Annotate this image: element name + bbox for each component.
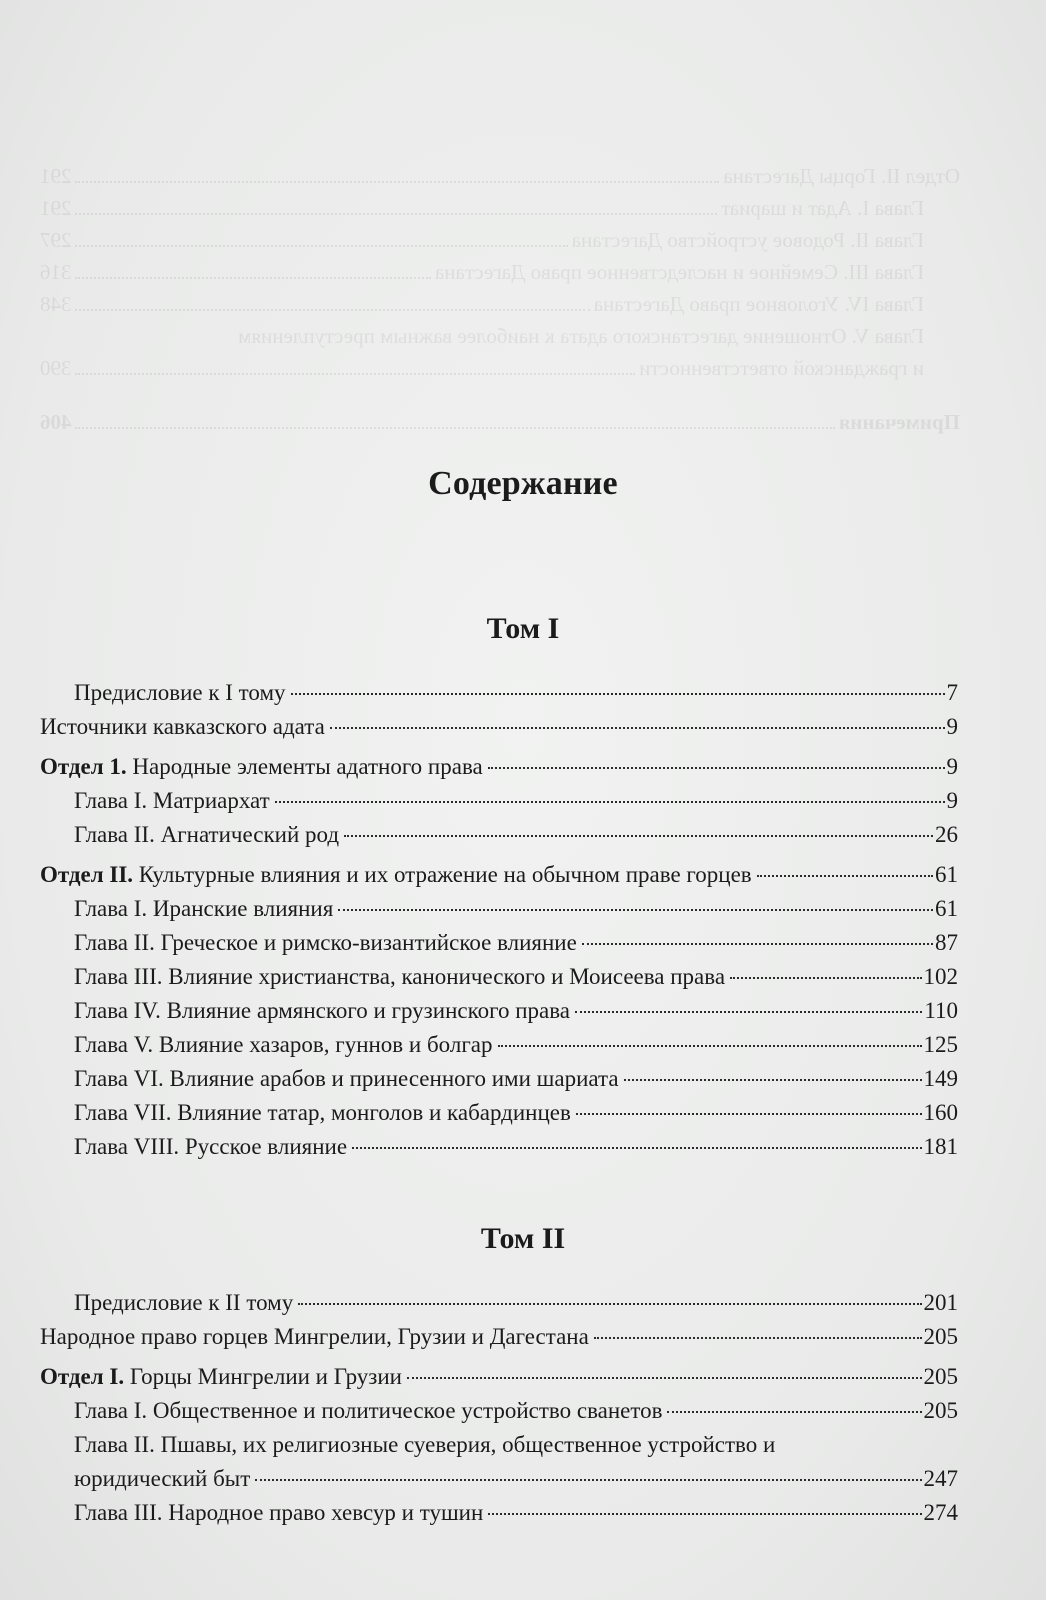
dot-leader bbox=[498, 1045, 922, 1047]
bleed-through-line bbox=[40, 224, 960, 256]
bleed-through-line-text: Глава I. Адат и шариат bbox=[721, 196, 924, 220]
dot-leader bbox=[594, 1337, 922, 1339]
toc-entry-label bbox=[74, 1096, 571, 1130]
toc-entry bbox=[40, 994, 958, 1028]
toc-entry-text: Глава VI. Влияние арабов и принесенного ими шариата bbox=[74, 1066, 619, 1091]
toc-entry-label bbox=[40, 1320, 589, 1354]
toc-entry-label bbox=[40, 750, 483, 784]
toc-entry bbox=[40, 750, 958, 784]
toc-entry-text: Глава I. Иранские влияния bbox=[74, 896, 334, 921]
bleed-through-line-text: и гражданской ответственности bbox=[639, 356, 924, 380]
toc-entry-text: Глава IV. Влияние армянского и грузинского права bbox=[74, 998, 570, 1023]
toc-page-number: 26 bbox=[935, 822, 958, 847]
toc-entry-label bbox=[74, 1394, 662, 1428]
toc-page-number: 87 bbox=[935, 930, 958, 955]
dot-leader bbox=[407, 1377, 922, 1379]
dot-leader bbox=[352, 1147, 921, 1149]
bleed-through-page: 406 bbox=[40, 410, 72, 434]
bleed-through-line bbox=[40, 320, 960, 352]
toc-section-prefix: Отдел II. bbox=[40, 862, 134, 887]
dot-leader bbox=[291, 693, 945, 695]
bleed-through-leader bbox=[76, 309, 590, 311]
toc-entry bbox=[40, 926, 958, 960]
dot-leader bbox=[255, 1479, 921, 1481]
toc-entry bbox=[40, 818, 958, 852]
bleed-through-line-text: Глава IV. Уголовное право Дагестана bbox=[593, 292, 924, 316]
dot-leader bbox=[624, 1079, 922, 1081]
toc-page-number: 9 bbox=[946, 788, 958, 813]
bleed-through-page: 316 bbox=[40, 260, 72, 284]
toc-entry-text: Предисловие к II тому bbox=[74, 1290, 294, 1315]
toc-page-number: 110 bbox=[924, 998, 958, 1023]
toc-entry-label bbox=[40, 1360, 402, 1394]
bleed-through-page: 348 bbox=[40, 292, 72, 316]
toc-entry bbox=[40, 960, 958, 994]
bleed-through-line-text: Глава III. Семейное и наследственное право Дагестана bbox=[434, 260, 924, 284]
toc-entry-label bbox=[74, 1028, 493, 1062]
toc-page-number: 9 bbox=[946, 754, 958, 779]
toc-page-number: 181 bbox=[923, 1134, 958, 1159]
bleed-through-line-text: Отдел II. Горцы Дагестана bbox=[723, 164, 960, 188]
bleed-through-notes-text: Примечания bbox=[838, 410, 960, 434]
toc-entry-text: Глава II. Агнатический род bbox=[74, 822, 340, 847]
toc-entry bbox=[40, 1286, 958, 1320]
bleed-through-line bbox=[40, 192, 960, 224]
toc-page-number: 149 bbox=[923, 1066, 958, 1091]
toc-entry-label bbox=[74, 1286, 293, 1320]
toc-entry bbox=[40, 784, 958, 818]
toc-page-number: 160 bbox=[923, 1100, 958, 1125]
toc-page-number: 247 bbox=[923, 1466, 958, 1491]
bleed-through-leader bbox=[76, 213, 718, 215]
toc-entry-text: Глава II. Пшавы, их религиозные суеверия, общественное устройство и bbox=[74, 1432, 776, 1457]
toc-entry bbox=[40, 1062, 958, 1096]
bleed-through-leader bbox=[76, 277, 431, 279]
toc-page-number: 61 bbox=[935, 862, 958, 887]
bleed-through-leader bbox=[76, 427, 835, 429]
toc-page-number: 205 bbox=[923, 1398, 958, 1423]
bleed-through-line bbox=[40, 288, 960, 320]
toc-entry-label bbox=[74, 784, 270, 818]
dot-leader bbox=[757, 875, 933, 877]
bleed-through-line-text: Глава II. Родовое устройство Дагестана bbox=[571, 228, 924, 252]
toc-page-number: 61 bbox=[935, 896, 958, 921]
toc-entry-text: Глава I. Общественное и политическое устройство сванетов bbox=[74, 1398, 663, 1423]
toc-entry bbox=[40, 710, 958, 744]
volume-2-toc bbox=[40, 1286, 958, 1530]
toc-entry-label bbox=[74, 994, 570, 1028]
dot-leader bbox=[344, 835, 933, 837]
toc-entry bbox=[40, 858, 958, 892]
toc-entry-text: Народное право горцев Мингрелии, Грузии и Дагестана bbox=[40, 1324, 589, 1349]
toc-entry-wrapped-line1 bbox=[40, 1428, 958, 1462]
toc-entry-text: юридический быт bbox=[74, 1466, 251, 1491]
toc-entry-label bbox=[74, 960, 725, 994]
bleed-through-leader bbox=[76, 373, 636, 375]
toc-entry-label bbox=[74, 926, 577, 960]
bleed-through-leader bbox=[76, 181, 720, 183]
toc-entry bbox=[40, 1394, 958, 1428]
volume-1-heading: Том I bbox=[486, 612, 560, 645]
page-title: Содержание bbox=[428, 465, 618, 502]
dot-leader bbox=[576, 1113, 922, 1115]
volume-2-heading: Том II bbox=[480, 1222, 566, 1255]
toc-entry-wrapped-line2 bbox=[40, 1462, 958, 1496]
toc-entry-label bbox=[74, 1062, 619, 1096]
toc-entry bbox=[40, 1028, 958, 1062]
toc-page-number: 205 bbox=[923, 1364, 958, 1389]
bleed-through-line bbox=[40, 256, 960, 288]
dot-leader bbox=[575, 1011, 922, 1013]
toc-entry-label bbox=[74, 818, 339, 852]
toc-entry-text: Глава III. Влияние христианства, канонического и Моисеева права bbox=[74, 964, 726, 989]
toc-page-number: 7 bbox=[946, 680, 958, 705]
toc-page-number: 125 bbox=[923, 1032, 958, 1057]
dot-leader bbox=[667, 1411, 921, 1413]
toc-entry bbox=[40, 676, 958, 710]
toc-entry-label bbox=[74, 676, 286, 710]
bleed-through-page: 390 bbox=[40, 356, 72, 380]
toc-entry-text: Глава II. Греческое и римско-византийское влияние bbox=[74, 930, 577, 955]
toc-entry-label bbox=[40, 710, 325, 744]
toc-entry-text: Глава VIII. Русское влияние bbox=[74, 1134, 348, 1159]
toc-page-number: 102 bbox=[923, 964, 958, 989]
toc-section-prefix: Отдел I. bbox=[40, 1364, 125, 1389]
toc-page-number: 201 bbox=[923, 1290, 958, 1315]
toc-page-number: 205 bbox=[923, 1324, 958, 1349]
dot-leader bbox=[488, 1513, 921, 1515]
bleed-through-page: 291 bbox=[40, 196, 72, 220]
bleed-through-line bbox=[40, 160, 960, 192]
bleed-through-leader bbox=[76, 245, 568, 247]
toc-entry-text: Культурные влияния и их отражение на обычном праве горцев bbox=[133, 862, 752, 887]
toc-entry bbox=[40, 1360, 958, 1394]
toc-entry-text: Глава VII. Влияние татар, монголов и кабардинцев bbox=[74, 1100, 571, 1125]
toc-entry bbox=[40, 1320, 958, 1354]
toc-entry-text: Народные элементы адатного права bbox=[126, 754, 483, 779]
dot-leader bbox=[488, 767, 945, 769]
volume-1-toc bbox=[40, 676, 958, 1164]
toc-entry-label bbox=[74, 892, 333, 926]
bleed-through-text bbox=[40, 160, 960, 438]
toc-entry-text: Предисловие к I тому bbox=[74, 680, 286, 705]
dot-leader bbox=[275, 801, 945, 803]
dot-leader bbox=[298, 1303, 921, 1305]
toc-entry bbox=[40, 1096, 958, 1130]
toc-entry bbox=[40, 1496, 958, 1530]
bleed-through-line-text: Глава V. Отношение дагестанского адата к наиболее важным преступлениям bbox=[238, 324, 924, 348]
toc-entry-text: Глава I. Матриархат bbox=[74, 788, 270, 813]
bleed-through-page: 297 bbox=[40, 228, 72, 252]
dot-leader bbox=[338, 909, 933, 911]
dot-leader bbox=[330, 727, 945, 729]
toc-entry-text: Глава III. Народное право хевсур и тушин bbox=[74, 1500, 484, 1525]
toc-entry bbox=[40, 1130, 958, 1164]
toc-entry-text: Источники кавказского адата bbox=[40, 714, 325, 739]
toc-entry-text: Глава V. Влияние хазаров, гуннов и болгар bbox=[74, 1032, 493, 1057]
toc-entry bbox=[40, 892, 958, 926]
toc-entry-label bbox=[40, 858, 752, 892]
toc-entry-label bbox=[74, 1130, 347, 1164]
toc-entry-text: Горцы Мингрелии и Грузии bbox=[124, 1364, 402, 1389]
toc-page-number: 9 bbox=[946, 714, 958, 739]
toc-page-number: 274 bbox=[923, 1500, 958, 1525]
bleed-through-line bbox=[40, 352, 960, 384]
toc-section-prefix: Отдел 1. bbox=[40, 754, 127, 779]
bleed-through-page: 291 bbox=[40, 164, 72, 188]
bleed-through-notes bbox=[40, 406, 960, 438]
dot-leader bbox=[582, 943, 933, 945]
toc-entry-label bbox=[74, 1496, 483, 1530]
dot-leader bbox=[730, 977, 921, 979]
